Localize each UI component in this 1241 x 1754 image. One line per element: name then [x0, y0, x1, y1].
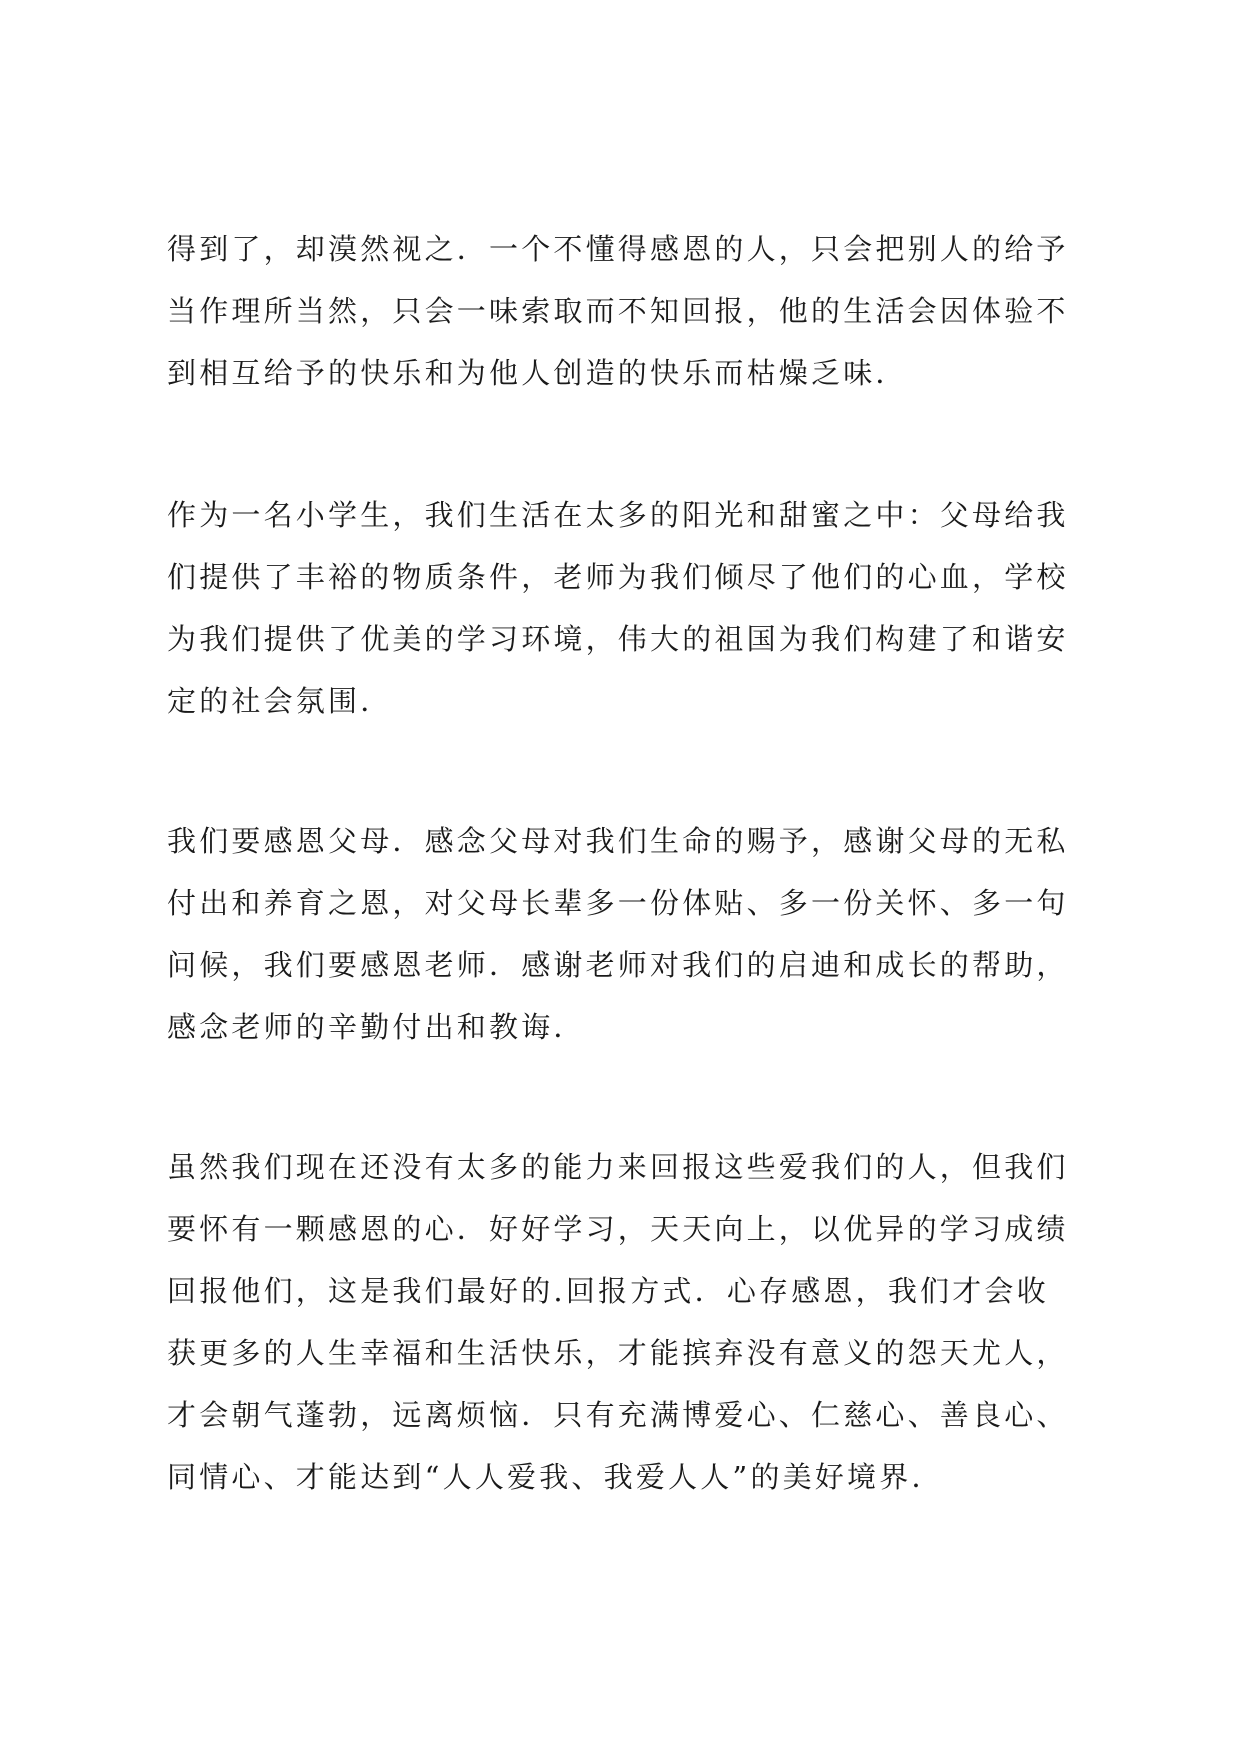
paragraph-line: 要怀有一颗感恩的心．好好学习，天天向上，以优异的学习成绩: [167, 1212, 1069, 1246]
paragraph-line: 付出和养育之恩，对父母长辈多一份体贴、多一份关怀、多一句: [167, 886, 1069, 920]
paragraph-1: [167, 218, 1087, 404]
paragraph-line: 回报他们，这是我们最好的.回报方式．心存感恩，我们才会收: [167, 1274, 1049, 1308]
paragraph-line: 当作理所当然，只会一味索取而不知回报，他的生活会因体验不: [167, 294, 1069, 328]
paragraph-3: [167, 810, 1087, 1058]
paragraph-line: 为我们提供了优美的学习环境，伟大的祖国为我们构建了和谐安: [167, 622, 1069, 656]
paragraph-line: 到相互给予的快乐和为他人创造的快乐而枯燥乏味．: [167, 356, 908, 390]
paragraph-line: 同情心、才能达到“人人爱我、我爱人人”的美好境界．: [167, 1460, 944, 1494]
paragraph-line: 作为一名小学生，我们生活在太多的阳光和甜蜜之中：父母给我: [167, 498, 1069, 532]
paragraph-line: 得到了，却漠然视之．一个不懂得感恩的人，只会把别人的给予: [167, 232, 1069, 266]
paragraph-line: 定的社会氛围．: [167, 684, 393, 718]
paragraph-2: [167, 484, 1087, 732]
paragraph-line: 感念老师的辛勤付出和教诲．: [167, 1010, 586, 1044]
paragraph-line: 们提供了丰裕的物质条件，老师为我们倾尽了他们的心血，学校: [167, 560, 1069, 594]
paragraph-line: 我们要感恩父母．感念父母对我们生命的赐予，感谢父母的无私: [167, 824, 1069, 858]
paragraph-line: 虽然我们现在还没有太多的能力来回报这些爱我们的人，但我们: [167, 1150, 1069, 1184]
paragraph-line: 才会朝气蓬勃，远离烦恼．只有充满博爱心、仁慈心、善良心、: [167, 1398, 1069, 1432]
paragraph-line: 问候，我们要感恩老师．感谢老师对我们的启迪和成长的帮助，: [167, 948, 1069, 982]
paragraph-line: 获更多的人生幸福和生活快乐，才能摈弃没有意义的怨天尤人，: [167, 1336, 1069, 1370]
paragraph-4: [167, 1136, 1087, 1508]
